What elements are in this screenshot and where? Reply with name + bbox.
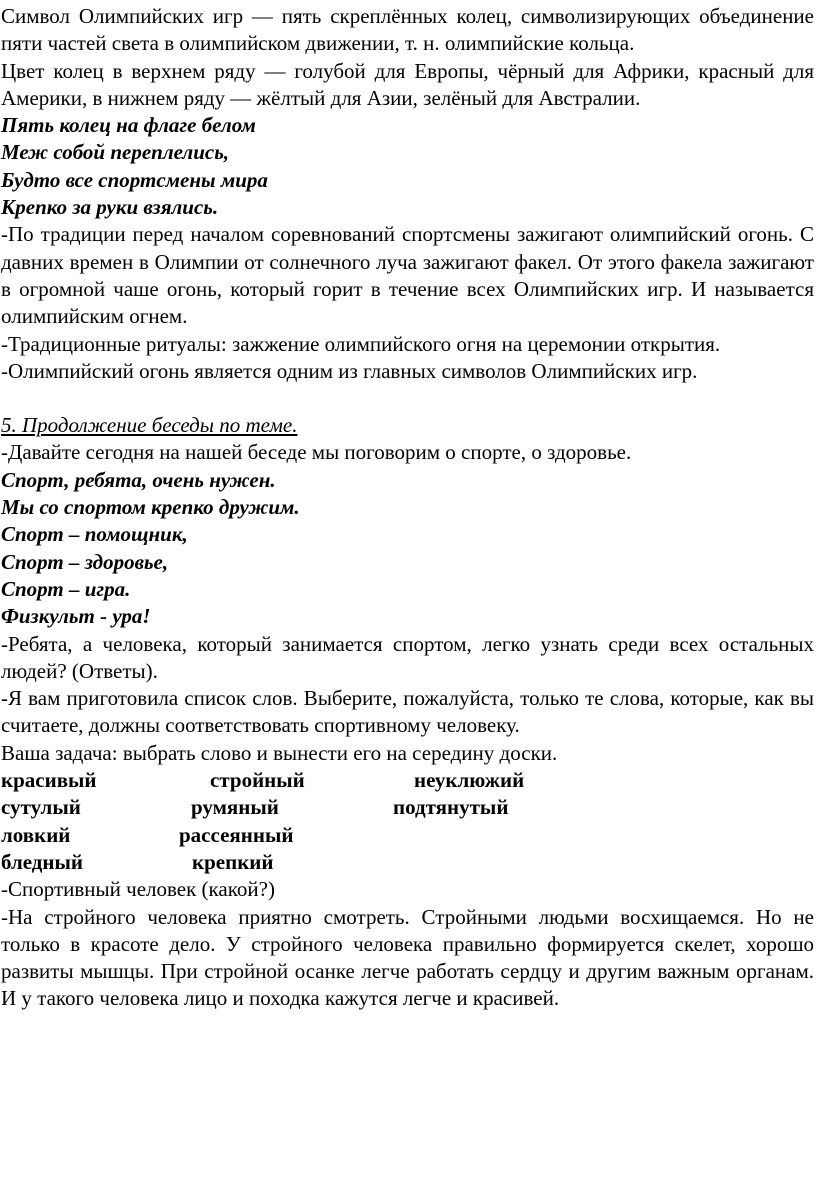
intro-line: -Давайте сегодня на нашей беседе мы поговорим о спорте, о здоровье. [1,440,632,465]
poem-line: Спорт, ребята, очень нужен. [1,467,276,492]
poem-line: Спорт – игра. [1,576,131,601]
word-row [0,822,816,849]
word-item: рассеянный [179,822,294,847]
paragraph-olympic-symbol: Символ Олимпийских игр — пять скреплённых колец, символизирующих объединение пяти частей света в олимпийском движении, т. н. олимпийские кольца. [1,4,814,56]
paragraph-fire-symbol: -Олимпийский огонь является одним из главных символов Олимпийских игр. [1,358,698,383]
poem-five-rings [0,112,816,221]
word-item: подтянутый [393,795,509,820]
paragraph-olympic-fire-tradition: -По традиции перед началом соревнований спортсмены зажигают олимпийский огонь. С давних времен в Олимпии от солнечного луча зажигают факел. От этого факела зажигают в огромной чаше огонь, который горит в течение всех Олимпийских игр. И называется олимпийским огнем. [1,222,814,329]
poem-line: Меж собой переплелись, [1,140,230,165]
word-item: сутулый [1,795,81,820]
word-row [0,849,816,876]
word-item: неуклюжий [414,768,525,793]
word-item: ловкий [1,822,71,847]
poem-line: Пять колец на флаге белом [1,113,256,138]
paragraph-word-list-task: -Я вам приготовила список слов. Выберите, пожалуйста, только те слова, которые, как вы считаете, должны соответствовать спортивному человеку. [1,686,814,738]
word-list [0,767,816,876]
word-row [0,794,816,821]
word-row [0,767,816,794]
paragraph-task-instruction: Ваша задача: выбрать слово и вынести его на середину доски. [1,740,558,765]
poem-line: Спорт – помощник, [1,522,188,547]
word-item: бледный [1,849,84,874]
paragraph-rituals: -Традиционные ритуалы: зажжение олимпийского огня на церемонии открытия. [1,331,721,356]
paragraph-ring-colors: Цвет колец в верхнем ряду — голубой для Европы, чёрный для Африки, красный для Америки, в нижнем ряду — жёлтый для Азии, зелёный для Австралии. [1,58,814,110]
poem-line: Будто все спортсмены мира [1,167,268,192]
poem-line: Физкульт - ура! [1,604,151,629]
word-item: красивый [1,768,97,793]
paragraph-slim-person: -На стройного человека приятно смотреть. Стройными людьми восхищаемся. Но не только в красоте дело. У стройного человека правильно формируется скелет, хорошо развиты мышцы. При стройной осанке легче работать сердцу и другим важным органам. И у такого человека лицо и походка кажутся легче и красивей. [1,904,814,1011]
poem-line: Крепко за руки взялись. [1,195,219,220]
section-heading: 5. Продолжение беседы по теме. [1,413,298,438]
poem-line: Спорт – здоровье, [1,549,169,574]
poem-sport [0,467,816,631]
poem-line: Мы со спортом крепко дружим. [1,495,300,520]
paragraph-sporty-person-question: -Спортивный человек (какой?) [1,877,275,902]
word-item: крепкий [192,849,274,874]
word-item: стройный [210,768,305,793]
word-item: румяный [191,795,279,820]
blank-line [0,385,816,412]
paragraph-recognize-athlete: -Ребята, а человека, который занимается спортом, легко узнать среди всех остальных людей? (Ответы). [1,631,814,683]
